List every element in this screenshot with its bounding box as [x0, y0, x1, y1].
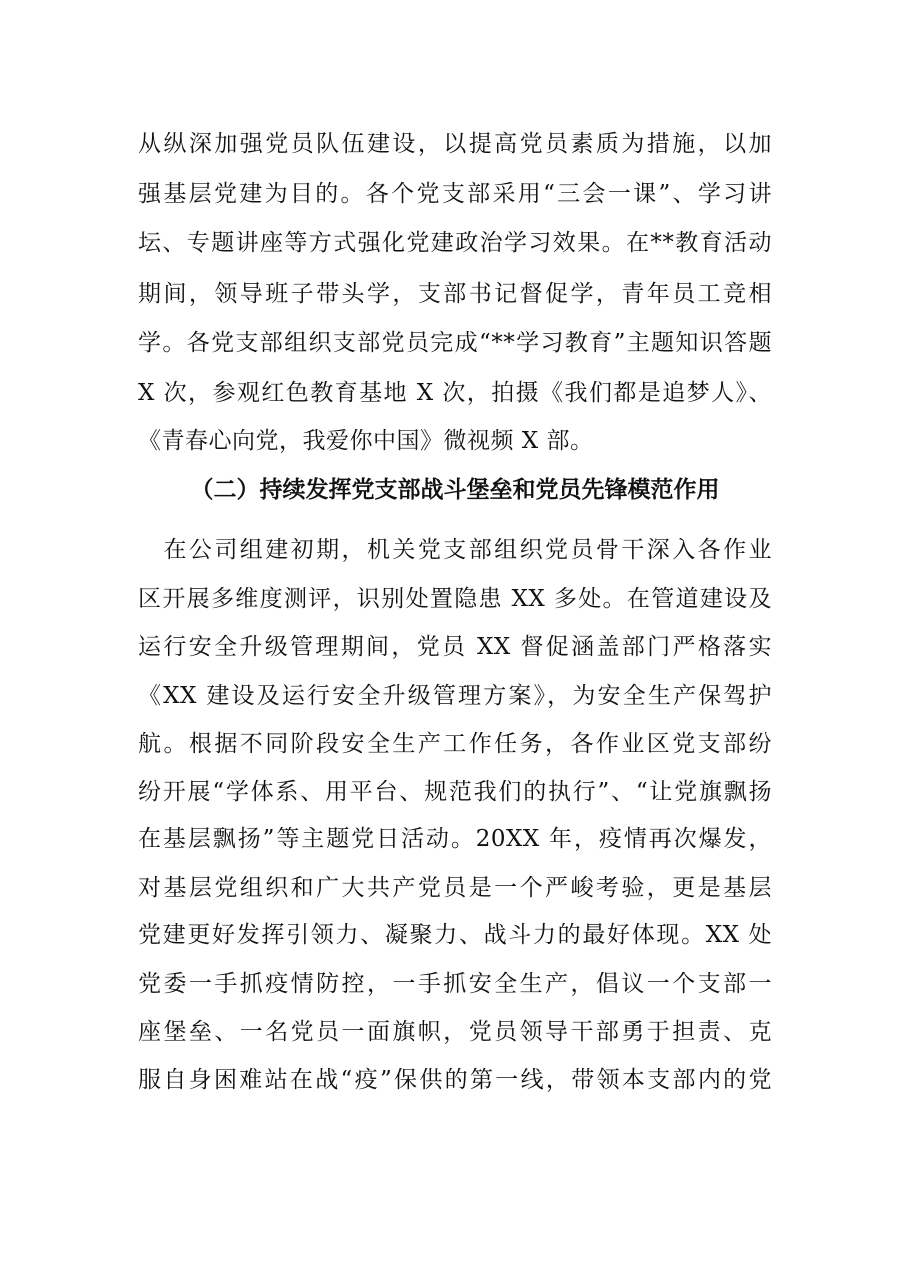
- text-line: 强基层党建为目的。各个党支部采用“三会一课”、学习讲: [138, 181, 772, 207]
- text-line: 期间，领导班子带头学，支部书记督促学，青年员工竞相: [138, 281, 772, 307]
- text-line: 《青春心向党，我爱你中国》微视频 X 部。: [138, 428, 594, 454]
- section-heading: （二）持续发挥党支部战斗堡垒和党员先锋模范作用: [190, 477, 720, 503]
- text-line: 对基层党组织和广大共产党员是一个严峻考验，更是基层: [138, 875, 772, 901]
- text-line: 党委一手抓疫情防控，一手抓安全生产，倡议一个支部一: [138, 971, 772, 997]
- text-line: 坛、专题讲座等方式强化党建政治学习效果。在**教育活动: [138, 230, 772, 256]
- text-line: 运行安全升级管理期间，党员 XX 督促涵盖部门严格落实: [138, 634, 772, 660]
- text-line: 在公司组建初期，机关党支部组织党员骨干深入各作业: [138, 537, 772, 563]
- text-line: 在基层飘扬”等主题党日活动。20XX 年，疫情再次爆发，: [138, 826, 772, 852]
- text-line: 航。根据不同阶段安全生产工作任务，各作业区党支部纷: [138, 731, 772, 757]
- text-line: 《XX 建设及运行安全升级管理方案》，为安全生产保驾护: [138, 683, 772, 709]
- text-line: 从纵深加强党员队伍建设，以提高党员素质为措施，以加: [138, 131, 772, 157]
- text-line: 学。各党支部组织支部党员完成“**学习教育”主题知识答题: [138, 330, 772, 356]
- text-line: 纷开展“学体系、用平台、规范我们的执行”、“让党旗飘扬: [138, 779, 772, 805]
- text-line: 区开展多维度测评，识别处置隐患 XX 多处。在管道建设及: [138, 586, 772, 612]
- text-line: 党建更好发挥引领力、凝聚力、战斗力的最好体现。XX 处: [138, 922, 772, 948]
- text-line: 座堡垒、一名党员一面旗帜，党员领导干部勇于担责、克: [138, 1019, 772, 1045]
- text-line: 服自身困难站在战“疫”保供的第一线，带领本支部内的党: [138, 1067, 772, 1093]
- text-line: X 次，参观红色教育基地 X 次，拍摄《我们都是追梦人》、: [138, 380, 772, 406]
